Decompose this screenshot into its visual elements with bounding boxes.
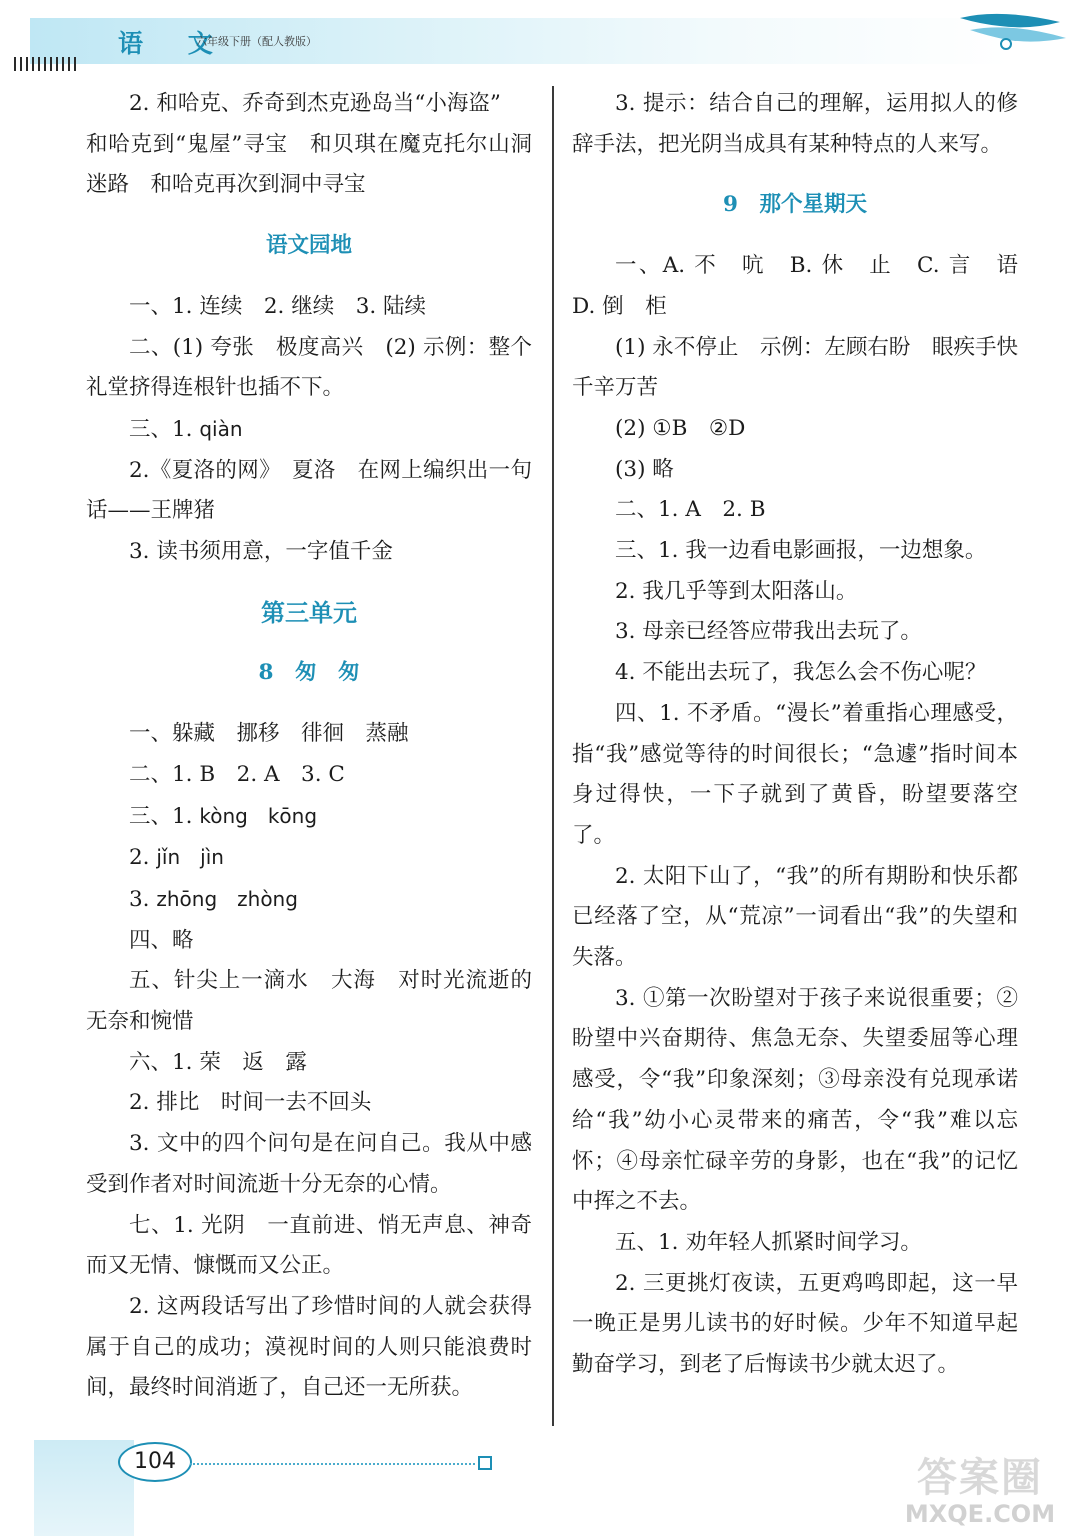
pinyin-answer: kòng kōng (199, 803, 318, 828)
lesson-heading: 8 匆 匆 (258, 660, 360, 686)
answer-line: 六、1. 荣 返 露 (129, 1049, 307, 1075)
answer-line: 二、1. B 2. A 3. C (129, 761, 345, 787)
left-column (86, 84, 532, 1409)
footer-dotted-line (190, 1463, 475, 1465)
answer-line: 2. 我几乎等到太阳落山。 (615, 578, 858, 604)
answer-line (86, 409, 532, 451)
lesson-heading: 9 那个星期天 (723, 192, 867, 218)
right-column (572, 84, 1040, 1386)
page-header (0, 0, 1077, 70)
pinyin-answer: qiàn (199, 416, 243, 441)
answer-line: 七、1. 光阴 一直前进、悄无声息、神奇而又无情、慷慨而又公正。 (86, 1212, 532, 1279)
answer-line: 3. 提示：结合自己的理解，运用拟人的修辞手法，把光阴当成具有某种特点的人来写。 (572, 91, 1018, 157)
watermark-url: MXQE.COM (904, 1500, 1056, 1528)
watermark-title: 答案圈 (917, 1455, 1043, 1501)
answer-line: 3. 文中的四个问句是在问自己。我从中感受到作者对时间流逝十分无奈的心情。 (86, 1131, 532, 1197)
answer-line (86, 837, 532, 879)
answer-line: 五、针尖上一滴水 大海 对时光流逝的无奈和惋惜 (86, 968, 532, 1035)
answer-line: 2. 三更挑灯夜读，五更鸡鸣即起，这一早一晚正是男儿读书的好时候。少年不知道早起勤奋学习，到老了后悔读书少就太迟了。 (572, 1270, 1018, 1378)
answer-line: 2. 这两段话写出了珍惜时间的人就会获得属于自己的成功；漠视时间的人则只能浪费时间，最终时间消逝了，自己还一无所获。 (86, 1293, 532, 1401)
answer-line: 和哈克到“鬼屋”寻宝 和贝琪在魔克托尔山洞迷路 和哈克再次到洞中寻宝 (86, 131, 532, 198)
answer-label: 2. (129, 845, 150, 871)
watermark-logo (895, 1446, 1065, 1532)
answer-label: 3. (129, 886, 150, 912)
answer-line: 一、1. 连续 2. 继续 3. 陆续 (129, 293, 427, 319)
answer-line: (3) 略 (615, 456, 674, 482)
answer-label: 三、1. (129, 416, 193, 442)
answer-line: 2. 排比 时间一去不回头 (129, 1090, 372, 1116)
answer-line: (1) 永不停止 示例：左顾右盼 眼疾手快 千辛万苦 (572, 334, 1040, 401)
wave-decoration-icon (940, 0, 1077, 66)
answer-line (86, 796, 532, 838)
answer-line: 2. 和哈克、乔奇到杰克逊岛当“小海盗” (129, 91, 501, 116)
column-divider (552, 86, 554, 1426)
answer-line: 2.《夏洛的网》 夏洛 在网上编织出一句话——王牌猪 (86, 457, 532, 524)
answer-line: 一、躲藏 挪移 徘徊 蒸融 (129, 721, 409, 747)
unit-heading: 第三单元 (261, 597, 357, 627)
answer-line: 四、1. 不矛盾。“漫长”着重指心理感受，指“我”感觉等待的时间很长；“急遽”指时间本身过得快，一下子就到了黄昏，盼望要落空了。 (572, 700, 1018, 848)
section-heading: 语文园地 (265, 233, 352, 259)
grade-subtitle: 六年级下册（配人教版） (196, 35, 317, 48)
answer-line: 4. 不能出去玩了，我怎么会不伤心呢？ (615, 660, 987, 686)
answer-line: 四、略 (129, 927, 194, 953)
answer-line: 3. 母亲已经答应带我出去玩了。 (615, 619, 922, 645)
subject-title: 语 文 (118, 29, 231, 58)
answer-line: 五、1. 劝年轻人抓紧时间学习。 (615, 1229, 922, 1255)
header-bar-marks (14, 56, 80, 70)
answer-line: 2. 太阳下山了，“我”的所有期盼和快乐都已经落了空，从“荒凉”一词看出“我”的失望和失落。 (572, 863, 1018, 971)
answer-line: 三、1. 我一边看电影画报，一边想象。 (615, 538, 987, 564)
pinyin-answer: zhōng zhòng (156, 886, 298, 911)
answer-label: 三、1. (129, 803, 193, 829)
footer-square-icon (478, 1456, 492, 1470)
footer-band (34, 1440, 134, 1536)
answer-line: (2) ①B ②D (615, 415, 746, 441)
answer-line: 3. ①第一次盼望对于孩子来说很重要；②盼望中兴奋期待、焦急无奈、失望委屈等心理感受，令“我”印象深刻；③母亲没有兑现承诺给“我”幼小心灵带来的痛苦，令“我”难以忘怀；④母亲忙碌辛劳的身影，也在“我”的记忆中挥之不去。 (572, 985, 1018, 1215)
pinyin-answer: jǐn jìn (156, 845, 224, 870)
answer-line: 3. 读书须用意，一字值千金 (129, 539, 393, 565)
answer-line (86, 879, 532, 921)
answer-line: 二、1. A 2. B (615, 497, 766, 523)
answer-line: 二、(1) 夸张 极度高兴 (2) 示例：整个礼堂挤得连根针也插不下。 (86, 334, 532, 401)
answer-line: 一、A. 不 吭 B. 休 止 C. 言 语 D. 倒 柜 (572, 253, 1040, 319)
page-number: 104 (118, 1442, 192, 1482)
